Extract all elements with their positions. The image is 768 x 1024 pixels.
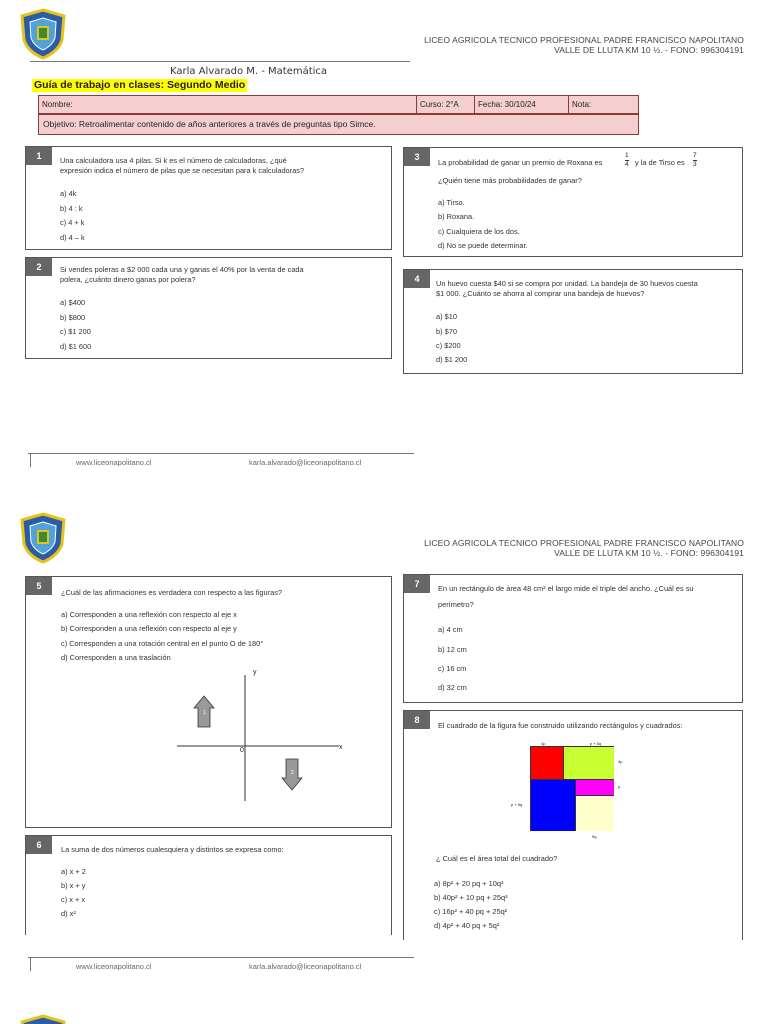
question-text: Un huevo cuesta $40 si se compra por unidad. La bandeja de 30 huevos cuesta [436,279,698,288]
objective-row [38,114,639,135]
square-figure [530,746,614,831]
region-blue [531,780,576,831]
option-d[interactable]: d) x² [61,909,76,918]
region-red [531,747,564,780]
objective-text: Objetivo: Retroalimentar contenido de años anteriores a través de preguntas tipo Simce. [43,119,376,129]
option-d[interactable]: d) $1 600 [60,342,92,351]
footer-email[interactable]: karla.alvarado@liceonapolitano.cl [249,458,362,467]
footer-tick [30,958,31,971]
option-a[interactable]: a) 4k [60,189,77,198]
date-field: Fecha: 30/10/24 [475,96,569,113]
footer-tick [30,454,31,467]
option-a[interactable]: a) Corresponden a una reflexión con respecto al eje x [61,610,237,619]
fraction-tirso: 7 3 [693,152,697,168]
option-b[interactable]: b) 4 : k [60,204,83,213]
option-b[interactable]: b) Corresponden a una reflexión con respecto al eje y [61,624,237,633]
question-text: polera, ¿cuánto dinero ganas por polera? [60,275,196,284]
question-text: Si vendes poleras a $2 000 cada una y ganas el 40% por la venta de cada [60,265,304,274]
option-c[interactable]: c) 16p² + 40 pq + 25q² [434,907,508,916]
question-4-box [403,269,743,374]
question-text: expresión indica el número de pilas que se necesitan para k calculadoras? [60,166,305,175]
school-name: LICEO AGRICOLA TECNICO PROFESIONAL PADRE FRANCISCO NAPOLITANO [424,538,744,548]
question-number-badge: 2 [26,258,52,276]
question-1-box [25,146,392,250]
footer-divider [28,957,414,958]
footer-website[interactable]: www.liceonapolitano.cl [76,962,152,971]
option-d[interactable]: d) Corresponden a una traslación [61,653,171,662]
question-text: La suma de dos números cualesquiera y distintos se expresa como: [61,845,284,854]
question-text: ¿Quién tiene más probabilidades de ganar? [438,176,582,185]
school-crest-icon [20,1014,66,1024]
region-cream [576,796,614,831]
question-number-badge: 5 [26,577,52,595]
option-b[interactable]: b) Roxana. [438,212,475,221]
option-a[interactable]: a) x + 2 [61,867,86,876]
coordinate-plane-figure [171,665,351,805]
region-magenta [576,780,614,796]
option-a[interactable]: a) 4 cm [438,625,463,634]
option-d[interactable]: d) 32 cm [438,683,467,692]
option-a[interactable]: a) 8p² + 20 pq + 10q² [434,879,504,888]
option-c[interactable]: c) $1 200 [60,327,91,336]
option-b[interactable]: b) x + y [61,881,86,890]
course-field: Curso: 2°A [417,96,475,113]
student-info-row [38,95,639,114]
option-c[interactable]: c) Cualquiera de los dos. [438,227,520,236]
question-text: $1 000. ¿Cuánto se ahorra al comprar una bandeja de huevos? [436,289,645,298]
footer-divider [28,453,414,454]
question-text: ¿ Cuál es el área total del cuadrado? [436,854,558,863]
option-c[interactable]: c) x + x [61,895,86,904]
question-text: En un rectángulo de área 48 cm² el largo mide el triple del ancho. ¿Cuál es su [438,584,694,593]
option-b[interactable]: b) $70 [436,327,457,336]
worksheet-title: Guía de trabajo en clases: Segundo Medio [34,79,246,91]
label-bottom: 5q [592,834,597,839]
school-address: VALLE DE LLUTA KM 10 ½. - FONO: 996304191 [554,45,744,55]
region-lime [564,747,614,780]
origin-label: 0 [240,747,244,754]
question-text: y la de Tirso es [635,158,685,167]
school-crest-icon [20,8,66,60]
axis-x-label: x [339,744,343,751]
question-text: perímetro? [438,600,474,609]
question-2-box [25,257,392,359]
question-number-badge: 7 [404,575,430,593]
grade-field[interactable]: Nota: [572,100,592,109]
question-number-badge: 6 [26,836,52,854]
question-text: ¿Cuál de las afirmaciones es verdadera con respecto a las figuras? [61,588,283,597]
option-a[interactable]: a) $10 [436,312,457,321]
figure-2-label: 2 [291,770,294,776]
label-right-top: 4p [618,759,623,764]
option-b[interactable]: b) 12 cm [438,645,467,654]
author-line: Karla Alvarado M. - Matemática [170,66,328,77]
question-text: La probabilidad de ganar un premio de Roxana es [438,158,603,167]
header-divider [30,61,410,62]
school-name: LICEO AGRICOLA TECNICO PROFESIONAL PADRE FRANCISCO NAPOLITANO [424,35,744,45]
name-field[interactable]: Nombre: [39,96,417,113]
option-a[interactable]: a) Tirso. [438,198,465,207]
footer-website[interactable]: www.liceonapolitano.cl [76,458,152,467]
question-8-box [403,710,743,940]
label-top-right: p + 5q [590,741,602,746]
option-d[interactable]: d) $1 200 [436,355,468,364]
question-7-box [403,574,743,703]
question-5-box [25,576,392,828]
option-a[interactable]: a) $400 [60,298,86,307]
option-b[interactable]: b) 40p² + 10 pq + 25q² [434,893,508,902]
question-number-badge: 4 [404,270,430,288]
question-text: Una calculadora usa 4 pilas. Si k es el número de calculadoras, ¿qué [60,156,287,165]
fraction-roxana: 1 4 [625,152,629,168]
question-text: El cuadrado de la figura fue construido utilizando rectángulos y cuadrados: [438,721,683,730]
label-right-mid: p [618,784,621,789]
school-crest-icon [20,512,66,564]
footer-email[interactable]: karla.alvarado@liceonapolitano.cl [249,962,362,971]
option-b[interactable]: b) $800 [60,313,86,322]
option-c[interactable]: c) 4 + k [60,218,85,227]
question-number-badge: 1 [26,147,52,165]
question-6-box [25,835,392,935]
question-number-badge: 8 [404,711,430,729]
option-c[interactable]: c) $200 [436,341,461,350]
label-top-left: 4p [541,741,546,746]
question-3-box [403,147,743,257]
option-d[interactable]: d) 4p² + 40 pq + 5q² [434,921,500,930]
option-d[interactable]: d) 4 – k [60,233,85,242]
option-d[interactable]: d) No se puede determinar. [438,241,528,250]
figure-1-label: 1 [203,710,206,716]
label-left: p + 5q [511,802,523,807]
axis-y-label: y [253,669,257,676]
option-c[interactable]: c) 16 cm [438,664,467,673]
question-number-badge: 3 [404,148,430,166]
option-c[interactable]: c) Corresponden a una rotación central en el punto O de 180° [61,639,264,648]
school-address: VALLE DE LLUTA KM 10 ½. - FONO: 996304191 [554,548,744,558]
